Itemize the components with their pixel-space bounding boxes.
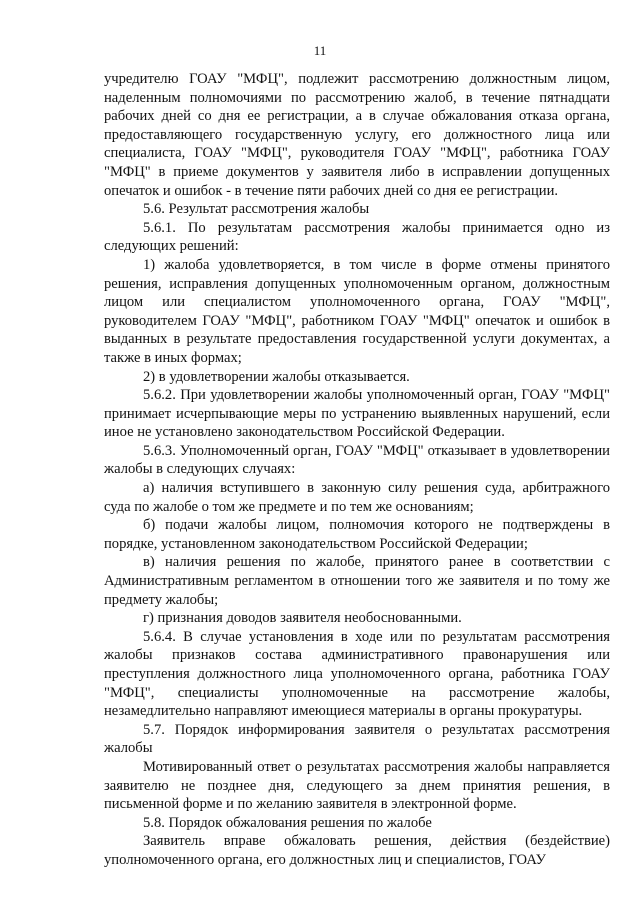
page-number: 11	[313, 43, 327, 58]
paragraph-5-6-2: 5.6.2. При удовлетворении жалобы уполномоченный орган, ГОАУ "МФЦ" принимает исчерпывающие меры по устранению выявленных нарушений, если иное не установлено законодательством Российской Федерации.	[104, 387, 610, 441]
list-item-g: г) признания доводов заявителя необоснованными.	[143, 610, 462, 627]
list-item-v: в) наличия решения по жалобе, принятого ранее в соответствии с Административным регламентом в отношении того же заявителя и по тому же предмету жалобы;	[104, 554, 610, 608]
document-body	[104, 70, 610, 870]
paragraph-5-6-1: 5.6.1. По результатам рассмотрения жалобы принимается одно из следующих решений:	[104, 219, 610, 255]
paragraph-motivated-answer: Мотивированный ответ о результатах рассмотрения жалобы направляется заявителю не позднее дня, следующего за днем принятия решения, в письменной форме и по желанию заявителя в электронной форме.	[104, 758, 610, 813]
paragraph-5-6-3: 5.6.3. Уполномоченный орган, ГОАУ "МФЦ" отказывает в удовлетворении жалобы в следующих случаях:	[104, 442, 610, 478]
paragraph-5-6-4: 5.6.4. В случае установления в ходе или по результатам рассмотрения жалобы признаков состава административного правонарушения или преступления должностного лица уполномоченного органа, работника ГОАУ "МФЦ", специалисты уполномоченные на рассмотрение жалобы, незамедлительно направляют имеющиеся материалы в органы прокуратуры.	[104, 628, 610, 720]
list-item-a: а) наличия вступившего в законную силу решения суда, арбитражного суда по жалобе о том же предмете и по тем же основаниям;	[104, 480, 610, 515]
list-item-2: 2) в удовлетворении жалобы отказывается.	[143, 368, 410, 385]
paragraph-complaint-deadlines: учредителю ГОАУ "МФЦ", подлежит рассмотрению должностным лицом, наделенным полномочиями по рассмотрению жалоб, в течение пятнадцати рабочих дней со дня ее регистрации, а в случае обжалования отказа органа, предоставляющего государственную услугу, его должностного лица или специалиста, ГОАУ "МФЦ", руководителя ГОАУ "МФЦ", работника ГОАУ "МФЦ" в приеме документов у заявителя либо в исправлении допущенных опечаток и ошибок - в течение пяти рабочих дней со дня ее регистрации.	[104, 71, 610, 199]
section-heading-5-8: 5.8. Порядок обжалования решения по жалобе	[143, 814, 432, 831]
section-heading-5-6: 5.6. Результат рассмотрения жалобы	[143, 201, 370, 218]
section-heading-5-7: 5.7. Порядок информирования заявителя о результатах рассмотрения жалобы	[104, 721, 610, 757]
list-item-1: 1) жалоба удовлетворяется, в том числе в форме отмены принятого решения, исправления допущенных уполномоченным органом, должностным лицом или специалистом уполномоченного органа, ГОАУ "МФЦ", руководителем ГОАУ "МФЦ", работником ГОАУ "МФЦ" опечаток и ошибок в выданных в результате предоставления государственной услуги документах, а также в иных формах;	[104, 256, 610, 366]
paragraph-appeal-right: Заявитель вправе обжаловать решения, действия (бездействие) уполномоченного органа, его должностных лиц и специалистов, ГОАУ	[104, 833, 610, 868]
list-item-b: б) подачи жалобы лицом, полномочия которого не подтверждены в порядке, установленном законодательством Российской Федерации;	[104, 517, 610, 552]
